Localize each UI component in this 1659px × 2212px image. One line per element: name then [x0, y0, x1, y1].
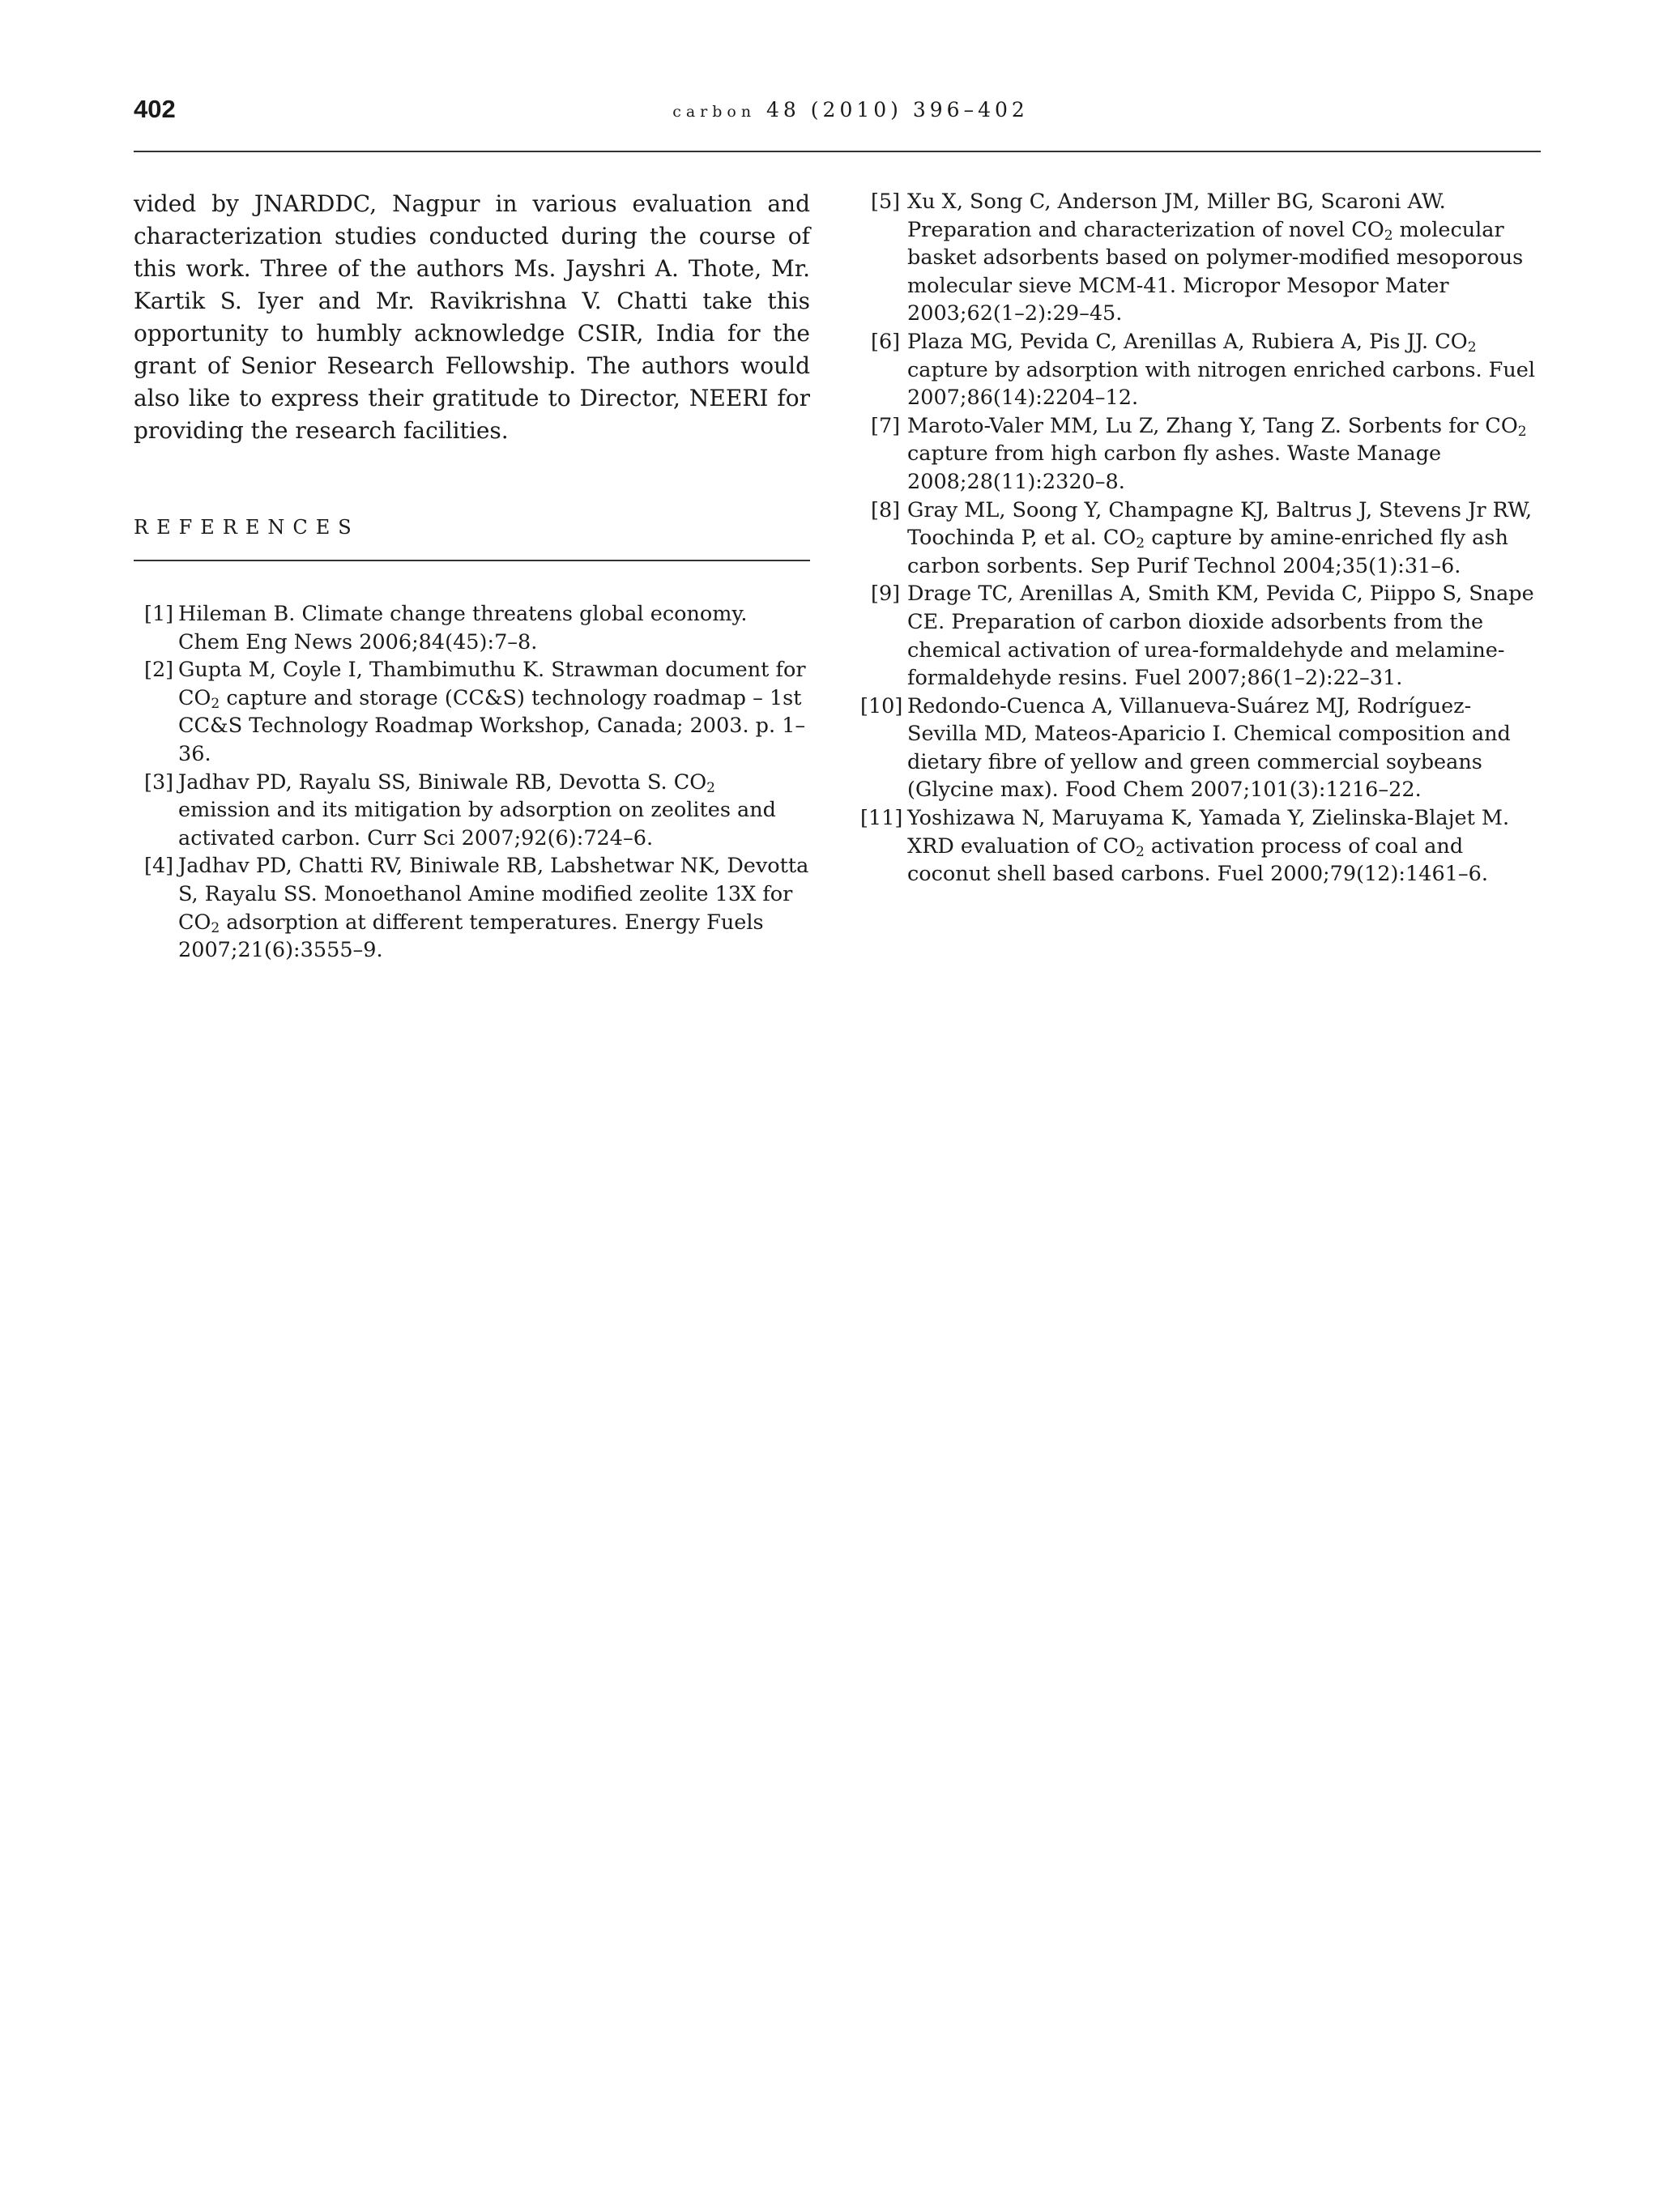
reference-text: Redondo-Cuenca A, Villanueva-Suárez MJ, Rodríguez-Sevilla MD, Mateos-Aparicio I. Chemical composition and dietary fibre of yellow and green commercial soybeans (Glycine max). Food Chem 2007;101(3):1216–22.: [907, 693, 1511, 803]
reference-item: [860, 693, 1541, 804]
reference-text: Drage TC, Arenillas A, Smith KM, Pevida C, Piippo S, Snape CE. Preparation of carbon dioxide adsorbents from the chemical activation of urea-formaldehyde and melamine-formaldehyde resins. Fuel 2007;86(1–2):22–31.: [907, 582, 1534, 691]
reference-text: Jadhav PD, Chatti RV, Biniwale RB, Labshetwar NK, Devotta S, Rayalu SS. Monoethanol Amine modified zeolite 13X for $CO_2$ adsorption at different temperatures. Energy Fuels 2007;21(6):3555–9.: [178, 854, 809, 963]
reference-number: [10]: [860, 693, 903, 718]
reference-item: [860, 412, 1541, 497]
reference-item: [860, 328, 1541, 412]
reference-number: [8]: [871, 497, 901, 522]
reference-item: [134, 852, 810, 964]
reference-item: [860, 580, 1541, 692]
running-head: [502, 96, 1199, 126]
reference-number: [5]: [871, 190, 901, 214]
reference-item: [860, 497, 1541, 581]
journal-citation: 48 (2010) 396–402: [766, 98, 1029, 121]
reference-number: [1]: [144, 602, 174, 626]
page-number: 402: [134, 95, 176, 123]
references-rule: [134, 560, 810, 561]
reference-item: [860, 188, 1541, 328]
header-rule: [134, 151, 1541, 152]
reference-item: [134, 769, 810, 853]
references-heading: REFERENCES: [134, 516, 360, 539]
reference-text: Yoshizawa N, Maruyama K, Yamada Y, Zielinska-Blajet M. XRD evaluation of $CO_2$ activation process of coal and coconut shell based carbons. Fuel 2000;79(12):1461–6.: [907, 806, 1510, 887]
reference-item: [134, 600, 810, 656]
reference-text: Hileman B. Climate change threatens global economy. Chem Eng News 2006;84(45):7–8.: [178, 602, 748, 654]
reference-item: [860, 804, 1541, 889]
reference-text: Maroto-Valer MM, Lu Z, Zhang Y, Tang Z. Sorbents for $CO_2$ capture from high carbon fly ashes. Waste Manage 2008;28(11):2320–8.: [907, 413, 1527, 494]
reference-list-left: [134, 600, 810, 965]
reference-number: [2]: [144, 658, 174, 683]
reference-list-right: [860, 188, 1541, 889]
reference-number: [7]: [871, 413, 901, 438]
reference-number: [9]: [871, 582, 901, 607]
reference-text: Xu X, Song C, Anderson JM, Miller BG, Scaroni AW. Preparation and characterization of novel $CO_2$ molecular basket adsorbents based on polymer-modified mesoporous molecular sieve MCM-41. Micropor Mesopor Mater 2003;62(1–2):29–45.: [907, 190, 1524, 326]
journal-name: carbon: [672, 103, 757, 121]
reference-text: Gray ML, Soong Y, Champagne KJ, Baltrus J, Stevens Jr RW, Toochinda P, et al. $CO_2$ capture by amine-enriched fly ash carbon sorbents. Sep Purif Technol 2004;35(1):31–6.: [907, 497, 1533, 578]
reference-item: [134, 656, 810, 768]
reference-text: Gupta M, Coyle I, Thambimuthu K. Strawman document for $CO_2$ capture and storage (CC&S) technology roadmap – 1st CC&S Technology Roadmap Workshop, Canada; 2003. p. 1–36.: [178, 658, 806, 766]
reference-number: [11]: [860, 806, 903, 831]
acknowledgement-paragraph: vided by JNARDDC, Nagpur in various evaluation and characterization studies conducted during the course of this work. Three of the authors Ms. Jayshri A. Thote, Mr. Kartik S. Iyer and Mr. Ravikrishna V. Chatti take this opportunity to humbly acknowledge CSIR, India for the grant of Senior Research Fellowship. The authors would also like to express their gratitude to Director, NEERI for providing the research facilities.: [134, 190, 810, 444]
right-column: [860, 188, 1541, 889]
reference-number: [4]: [144, 854, 174, 879]
reference-number: [3]: [144, 769, 174, 795]
reference-number: [6]: [871, 329, 901, 354]
reference-text: Plaza MG, Pevida C, Arenillas A, Rubiera A, Pis JJ. $CO_2$ capture by adsorption with nitrogen enriched carbons. Fuel 2007;86(14):2204–12.: [907, 329, 1536, 411]
reference-text: Jadhav PD, Rayalu SS, Biniwale RB, Devotta S. $CO_2$ emission and its mitigation by adsorption on zeolites and activated carbon. Curr Sci 2007;92(6):724–6.: [178, 769, 776, 850]
left-column: [134, 188, 810, 965]
